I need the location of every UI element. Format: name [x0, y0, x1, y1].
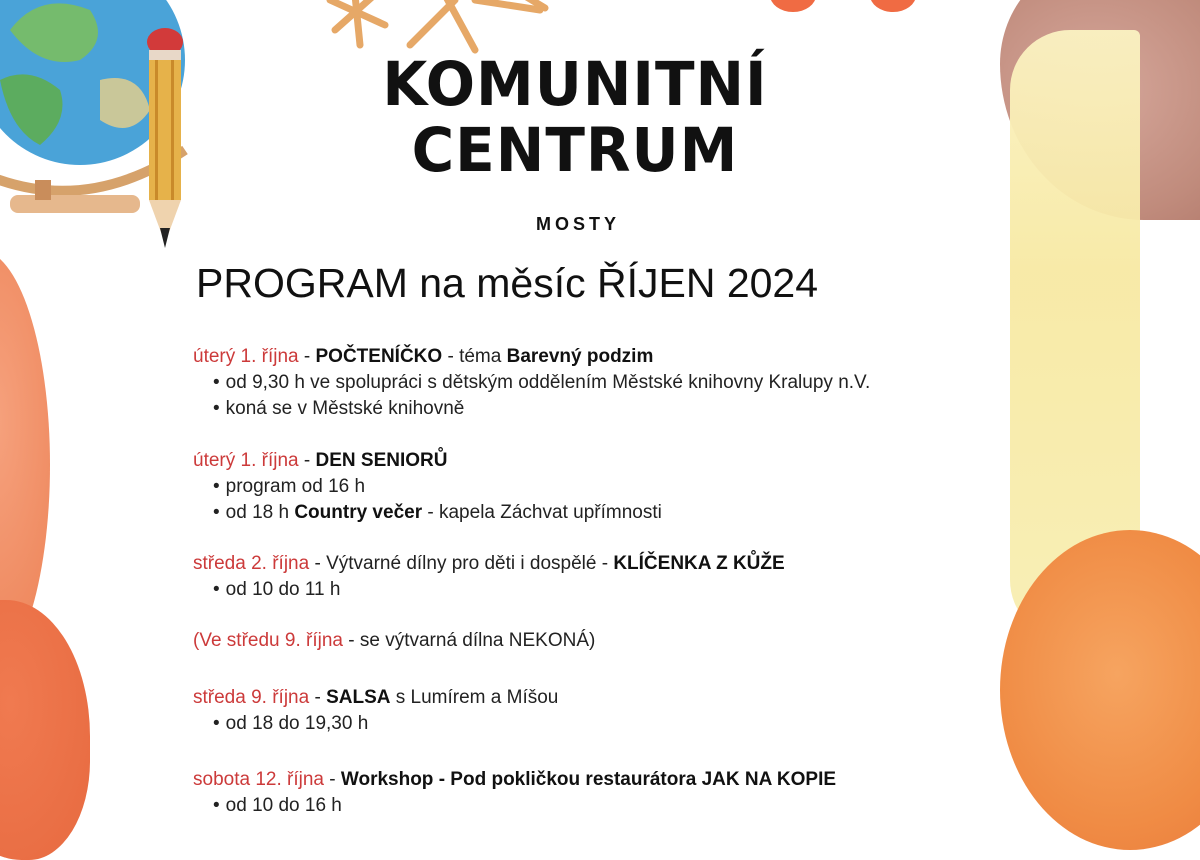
- event-title: DEN SENIORŮ: [315, 450, 448, 471]
- separator: -: [309, 687, 327, 708]
- event-salsa: [193, 684, 558, 737]
- event-date: středa 2. října: [193, 553, 310, 574]
- event-heading: [193, 447, 662, 474]
- event-heading: [193, 684, 558, 711]
- title-line-1: KOMUNITNÍ: [382, 48, 768, 120]
- orange-dot: [870, 0, 916, 12]
- event-detail: • od 18 do 19,30 h: [193, 711, 558, 737]
- event-text: - se výtvarná dílna NEKONÁ): [342, 630, 596, 651]
- event-theme: Barevný podzim: [506, 346, 654, 367]
- separator: -: [309, 553, 327, 574]
- event-klicenka: [193, 550, 785, 603]
- separator: -: [323, 769, 341, 790]
- event-detail: • od 10 do 11 h: [193, 577, 785, 603]
- paren: (: [193, 630, 200, 651]
- event-detail: • od 9,30 h ve spolupráci s dětským oddělením Městské knihovny Kralupy n.V.: [193, 370, 870, 396]
- orange-dot: [770, 0, 816, 12]
- notice-line: [193, 627, 595, 654]
- title-line-2: CENTRUM: [411, 114, 739, 186]
- event-title: POČTENÍČKO: [315, 346, 443, 367]
- program-heading: PROGRAM na měsíc ŘÍJEN 2024: [196, 260, 819, 306]
- red-watercolor-blob: [0, 600, 90, 860]
- detail-text: - kapela Záchvat upřímnosti: [422, 502, 662, 523]
- separator: -: [298, 450, 316, 471]
- event-notice: [193, 627, 595, 654]
- event-date: středa 9. října: [193, 687, 310, 708]
- event-title: Workshop - Pod pokličkou restaurátora JAK NA KOPIE: [340, 769, 837, 790]
- separator: -: [298, 346, 316, 367]
- event-heading: [193, 766, 836, 793]
- event-detail: • od 10 do 16 h: [193, 793, 836, 819]
- event-title: SALSA: [326, 687, 391, 708]
- event-heading: [193, 550, 785, 577]
- event-text: Výtvarné dílny pro děti i dospělé -: [326, 553, 614, 574]
- subtitle: MOSTY: [535, 214, 620, 234]
- event-detail: • program od 16 h: [193, 474, 662, 500]
- detail-bold: Country večer: [294, 502, 423, 523]
- event-title: KLÍČENKA Z KŮŽE: [613, 553, 785, 574]
- event-date: úterý 1. října: [193, 346, 299, 367]
- event-date: úterý 1. října: [193, 450, 299, 471]
- pencil-icon: [143, 28, 188, 256]
- event-text: - téma: [442, 346, 507, 367]
- event-date: Ve středu 9. října: [199, 630, 343, 651]
- detail-text: od 18 h: [225, 502, 295, 523]
- event-den-senioru: [193, 447, 662, 526]
- event-text: s Lumírem a Míšou: [390, 687, 559, 708]
- event-heading: [193, 343, 870, 370]
- event-workshop: [193, 766, 836, 819]
- event-detail: [193, 500, 662, 526]
- event-pocitenicko: [193, 343, 870, 422]
- event-date: sobota 12. října: [193, 769, 324, 790]
- event-detail: • koná se v Městské knihovně: [193, 396, 870, 422]
